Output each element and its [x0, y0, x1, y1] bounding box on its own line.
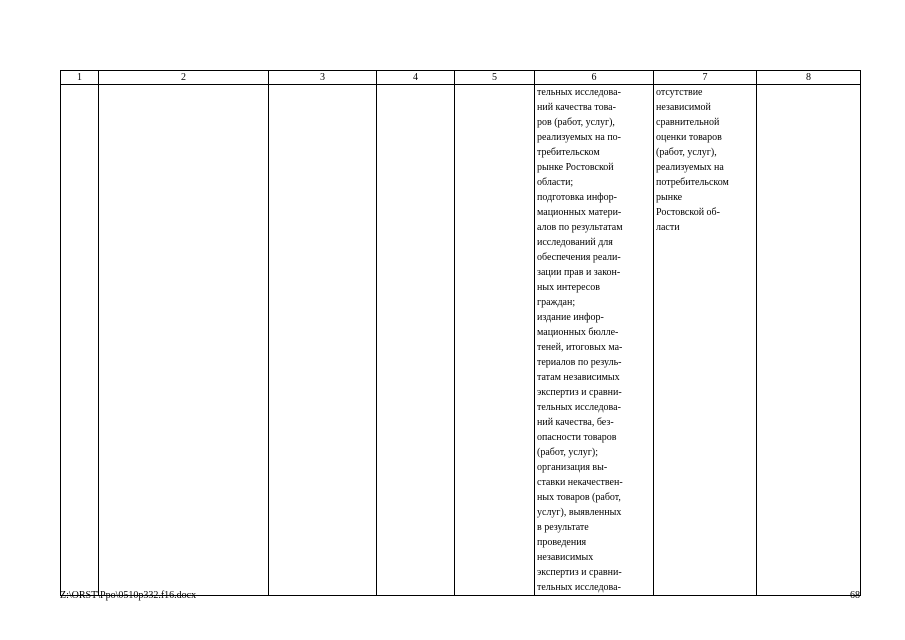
- cell-text-line: ний качества това-: [537, 102, 616, 113]
- table-header-row: [61, 71, 861, 85]
- cell-col-8: [757, 85, 861, 596]
- cell-text-line: зации прав и закон-: [537, 267, 621, 278]
- cell-col-2: [99, 85, 269, 596]
- cell-text-line: ний качества, без-: [537, 417, 614, 428]
- cell-text-line: рынке: [656, 192, 683, 203]
- cell-text-line: отсутствие: [656, 87, 703, 98]
- cell-text-line: реализуемых на: [656, 162, 724, 173]
- cell-text-line: мационных матери-: [537, 207, 622, 218]
- cell-text-line: экспертиз и сравни-: [537, 567, 622, 578]
- column-header-6: 6: [535, 71, 654, 85]
- cell-text-line: татам независимых: [537, 372, 620, 383]
- cell-text-line: сравнительной: [656, 117, 720, 128]
- cell-text-line: мационных бюлле-: [537, 327, 619, 338]
- cell-text-line: алов по результатам: [537, 222, 623, 233]
- cell-text-line: (работ, услуг);: [537, 447, 598, 458]
- footer-file-path: Z:\ORST\Ppo\0510p332.f16.docx: [60, 590, 197, 601]
- cell-col-7: [654, 85, 757, 596]
- cell-text-line: опасности товаров: [537, 432, 617, 443]
- cell-text-line: области;: [537, 177, 574, 188]
- column-header-1: 1: [61, 71, 99, 85]
- cell-text-line: организация вы-: [537, 462, 608, 473]
- cell-text-line: граждан;: [537, 297, 576, 308]
- column-header-2: 2: [99, 71, 269, 85]
- cell-col-1: [61, 85, 99, 596]
- column-header-8: 8: [757, 71, 861, 85]
- column-header-7: 7: [654, 71, 757, 85]
- cell-col-5: [455, 85, 535, 596]
- cell-text-line: услуг), выявленных: [537, 507, 622, 518]
- column-header-4: 4: [377, 71, 455, 85]
- cell-text-line: в результате: [537, 522, 589, 533]
- cell-col-3: [269, 85, 377, 596]
- cell-text-line: ласти: [656, 222, 680, 233]
- cell-text-line: издание инфор-: [537, 312, 604, 323]
- cell-text-line: требительском: [537, 147, 600, 158]
- column-header-3: 3: [269, 71, 377, 85]
- cell-text-line: экспертиз и сравни-: [537, 387, 622, 398]
- cell-text-line: Ростовской об-: [656, 207, 720, 218]
- cell-text-line: тельных исследова-: [537, 402, 621, 413]
- cell-text-line: тельных исследова-: [537, 582, 621, 593]
- cell-text-line: независимых: [537, 552, 594, 563]
- cell-col-4: [377, 85, 455, 596]
- cell-text-line: ных интересов: [537, 282, 600, 293]
- cell-text-line: проведения: [537, 537, 587, 548]
- cell-text-line: обеспечения реали-: [537, 252, 621, 263]
- table-row: [61, 85, 861, 596]
- column-header-5: 5: [455, 71, 535, 85]
- cell-text-line: (работ, услуг),: [656, 147, 717, 158]
- cell-text-line: ставки некачествен-: [537, 477, 623, 488]
- cell-text-line: независимой: [656, 102, 711, 113]
- cell-text-line: реализуемых на по-: [537, 132, 621, 143]
- cell-text-line: ных товаров (работ,: [537, 492, 621, 503]
- page-number: 68: [850, 590, 860, 601]
- cell-text-line: рынке Ростовской: [537, 162, 614, 173]
- cell-text-line: тельных исследова-: [537, 87, 621, 98]
- cell-text-line: исследований для: [537, 237, 613, 248]
- document-table: [60, 70, 861, 596]
- cell-text-line: оценки товаров: [656, 132, 722, 143]
- cell-text-line: териалов по резуль-: [537, 357, 622, 368]
- cell-text-line: потребительском: [656, 177, 729, 188]
- cell-text-line: ров (работ, услуг),: [537, 117, 615, 128]
- cell-text-line: теней, итоговых ма-: [537, 342, 623, 353]
- cell-text-line: подготовка инфор-: [537, 192, 617, 203]
- cell-col-6: [535, 85, 654, 596]
